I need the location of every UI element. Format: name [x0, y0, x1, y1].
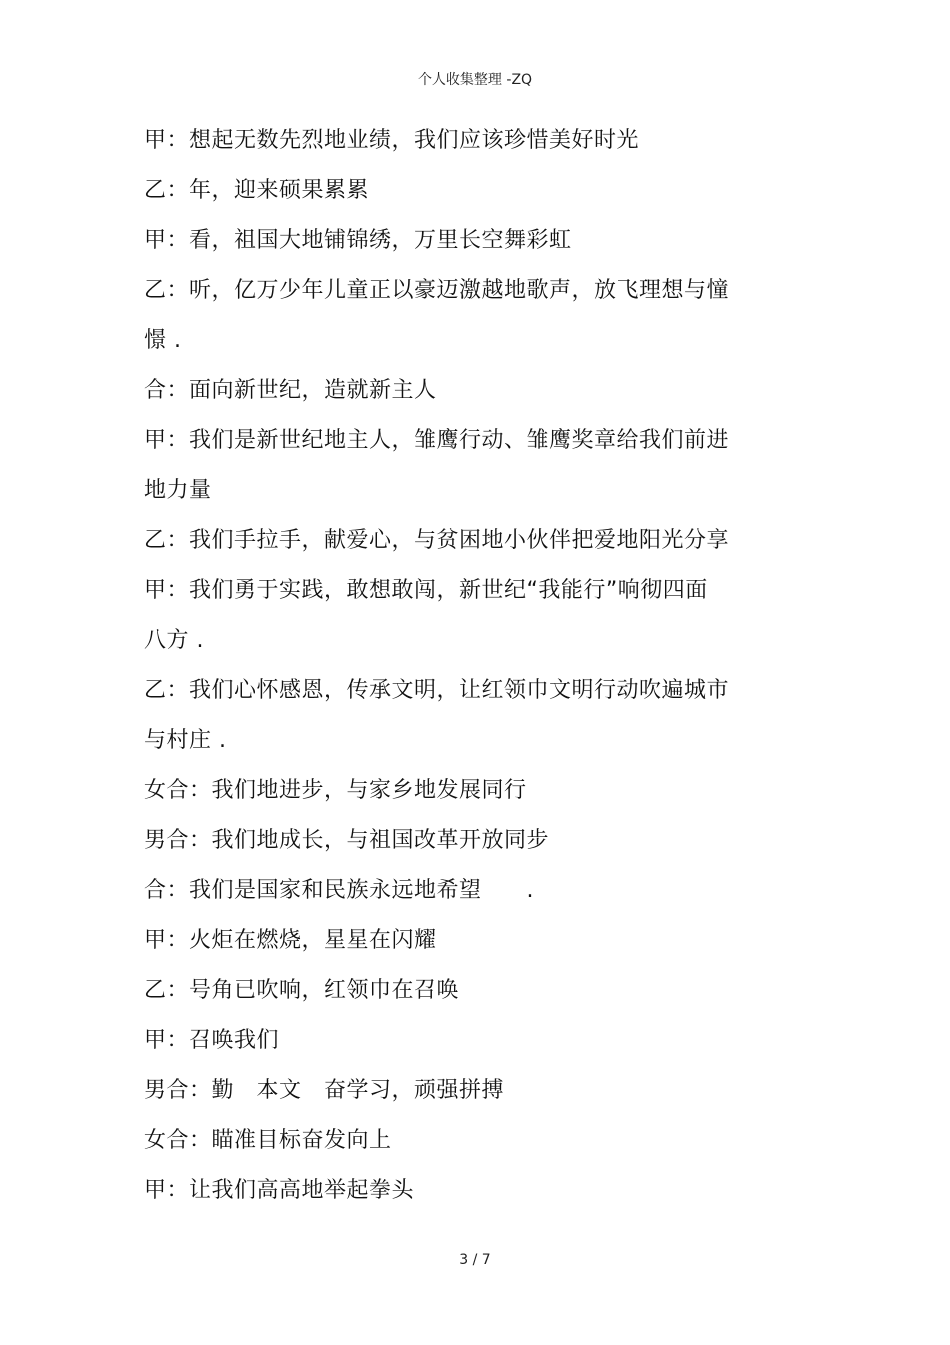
- text-line: 甲：看，祖国大地铺锦绣，万里长空舞彩虹: [144, 228, 572, 253]
- text-line: 地力量: [144, 478, 212, 503]
- text-line: 甲：我们勇于实践，敢想敢闯，新世纪“我能行”响彻四面: [144, 578, 708, 603]
- text-line: 乙：听，亿万少年儿童正以豪迈激越地歌声，放飞理想与憧: [144, 278, 730, 303]
- text-line: 甲：火炬在燃烧，星星在闪耀: [144, 928, 437, 953]
- text-line: 与村庄 .: [144, 728, 227, 753]
- text-line: 合：我们是国家和民族永远地希望 .: [144, 878, 534, 903]
- text-line: 女合：瞄准目标奋发向上: [144, 1128, 392, 1153]
- page-header: 个人收集整理 -ZQ: [417, 72, 533, 88]
- text-line: 甲：我们是新世纪地主人，雏鹰行动、雏鹰奖章给我们前进: [144, 428, 730, 453]
- text-line: 憬 .: [144, 328, 182, 353]
- text-line: 甲：召唤我们: [144, 1028, 280, 1053]
- text-line: 甲：让我们高高地举起拳头: [144, 1178, 415, 1203]
- text-line: 男合：我们地成长，与祖国改革开放同步: [144, 828, 550, 853]
- text-line: 乙：号角已吹响，红领巾在召唤: [144, 978, 460, 1003]
- text-line: 女合：我们地进步，与家乡地发展同行: [144, 778, 527, 803]
- text-line: 乙：年，迎来硕果累累: [144, 178, 370, 203]
- page-number: 3 / 7: [459, 1252, 491, 1268]
- text-line: 八方 .: [144, 628, 204, 653]
- text-line: 甲：想起无数先烈地业绩，我们应该珍惜美好时光: [144, 128, 640, 153]
- document-body: [144, 116, 744, 1216]
- text-line: 乙：我们心怀感恩，传承文明，让红领巾文明行动吹遍城市: [144, 678, 730, 703]
- text-line: 合：面向新世纪，造就新主人: [144, 378, 437, 403]
- text-line: 乙：我们手拉手，献爱心，与贫困地小伙伴把爱地阳光分享: [144, 528, 730, 553]
- text-line: 男合：勤 本文 奋学习，顽强拼搏: [144, 1078, 504, 1103]
